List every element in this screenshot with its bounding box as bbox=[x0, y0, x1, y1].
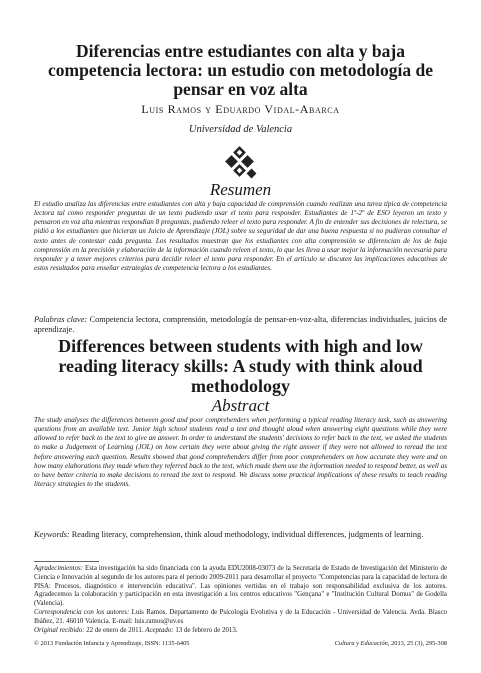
correspondence bbox=[34, 609, 447, 627]
journal-name: Cultura y Educación, bbox=[334, 640, 390, 647]
title-spanish: Diferencias entre estudiantes con alta y baja competencia lectora: un estudio con metodología de pensar en voz alta bbox=[48, 41, 433, 99]
keywords-english bbox=[34, 530, 447, 540]
accepted-label: Aceptado: bbox=[145, 626, 174, 634]
keywords-english-text: Reading literacy, comprehension, think aloud methodology, individual differences, judgments of learning. bbox=[71, 530, 424, 539]
footnotes bbox=[34, 565, 447, 635]
received-accepted bbox=[34, 627, 447, 636]
correspondence-label: Correspondencia con los autores: bbox=[34, 608, 130, 616]
abstract-body: The study analyses the differences between good and poor comprehenders when performing a typical reading literacy task, such as answering questions from an available text. Junior high school students read a text and thought aloud when answering eight questions while they were allowed to refer back to the text to give an answer. In order to understand the students' decisions to refer back to the text, we asked the students to make a Judgement of Learning (JOL) on how certain they were about giving the right answer if they were not allowed to reread the text before answering each question. Results showed that good comprehenders differ from poor comprehenders on how accurate they were and on how many elaborations they made when they referred back to the text, which made them use the information needed to respond better, as well as to have better criteria to make decisions to reread the text to respond. We discuss some practical implications of these results to teach reading literacy strategies to the students. bbox=[34, 416, 447, 489]
keywords-spanish-label: Palabras clave: bbox=[34, 315, 88, 324]
copyright: © 2013 Fundación Infancia y Aprendizaje, ISSN: 1135-6405 bbox=[34, 640, 190, 647]
keywords-english-label: Keywords: bbox=[34, 530, 70, 539]
received-label: Original recibido: bbox=[34, 626, 85, 634]
acknowledgements bbox=[34, 565, 447, 609]
title-english: Differences between students with high and low reading literacy skills: A study with think aloud methodology bbox=[58, 336, 423, 396]
affiliation: Universidad de Valencia bbox=[188, 124, 293, 135]
correspondence-text: Luis Ramos. Departamento de Psicología Evolutiva y de la Educación - Universidad de Valencia. Avda. Blasco Ibáñez, 21. 46010 Valencia. E-mail: luis.ramos@uv.es bbox=[34, 608, 447, 625]
abstract-heading: Abstract bbox=[211, 396, 270, 415]
journal-citation bbox=[335, 640, 447, 647]
keywords-spanish-text: Competencia lectora, comprensión, metodología de pensar-en-voz-alta, diferencias individuales, juicios de aprendizaje. bbox=[34, 315, 448, 335]
keywords-spanish bbox=[34, 315, 447, 335]
footnote-rule bbox=[34, 561, 99, 562]
acknowledgements-text: Esta investigación ha sido financiada con la ayuda EDU2008-03073 de la Secretaría de Estado de Investigación del Ministerio de Ciencia e Innovación al segundo de los autores para el periodo 2009-2011 para desarrollar el proyecto "Competencias para la capacidad de lectura de PISA: Procesos, diagnóstico e intervención educativa". Las opiniones vertidas en el trabajo son responsabilidad exclusiva de los autores. Agradecemos la colaboración y participación en esta investigación a los centros educativos "Gençana" e "Institución Cultural Domus" de Godella (Valencia). bbox=[34, 565, 447, 608]
university-logo-icon bbox=[221, 146, 261, 180]
received-date: 22 de enero de 2011. bbox=[86, 626, 144, 634]
resumen-heading: Resumen bbox=[209, 180, 272, 199]
authors bbox=[40, 102, 441, 117]
acknowledgements-label: Agradecimientos: bbox=[34, 565, 83, 572]
resumen-body: El estudio analiza las diferencias entre estudiantes con alta y baja capacidad de comprensión cuando realizan una tarea típica de competencia lectora tal como responder preguntas de un texto pudiendo usar el texto para responder. Estudiantes de 1º-2º de ESO leyeron un texto y pensaron en voz alta mientras respondían 8 preguntas, pudiendo releer el texto para responder. A fin de entender sus decisiones de relectura, se pidió a los estudiantes que hicieran un Juicio de Aprendizaje (JOL) sobre su seguridad de dar una buena respuesta si no pudieran consultar el texto antes de contestar cada pregunta. Los resultados muestran que los estudiantes con alta comprensión se diferencian de los de baja comprensión en la precisión y elaboración de la información cuando releen el texto, lo que les lleva a usar mejor la información necesaria para responder y a tener mejores criterios para decidir releer el texto para responder. En el artículo se discuten las implicaciones educativas de estos resultados para enseñar estrategias de competencia lectora a los estudiantes. bbox=[34, 200, 447, 273]
accepted-date: 13 de febrero de 2013. bbox=[175, 626, 238, 634]
authors-text: Luis Ramos y Eduardo Vidal-Abarca bbox=[141, 102, 340, 116]
citation-details: 2013, 25 (3), 295-308 bbox=[389, 640, 447, 647]
page-footer bbox=[34, 640, 447, 647]
